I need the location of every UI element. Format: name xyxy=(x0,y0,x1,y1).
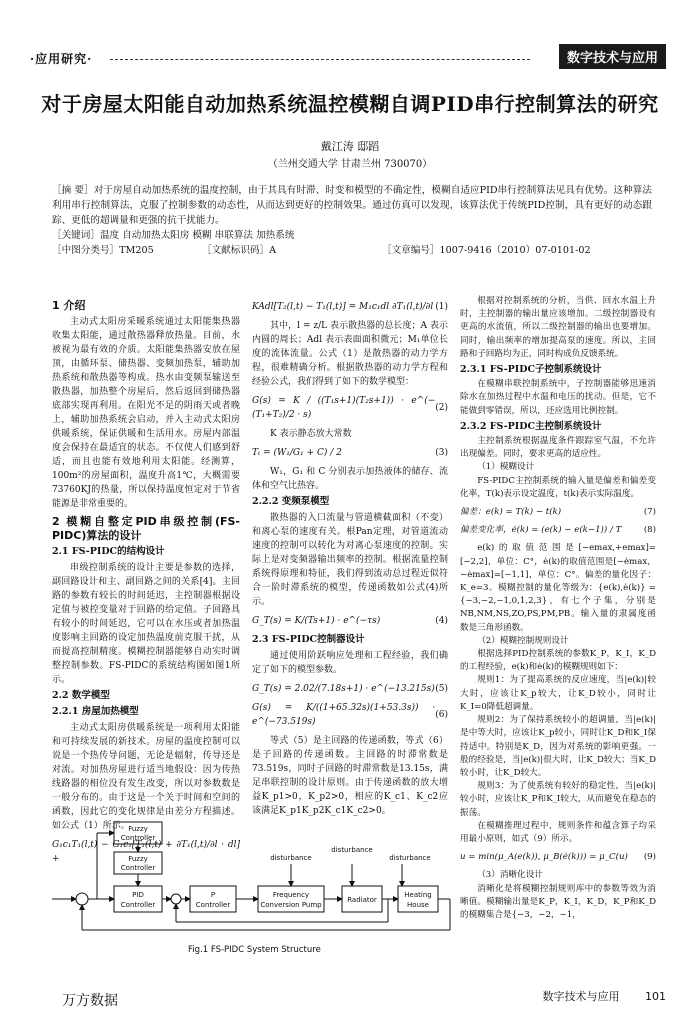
paragraph: FS-PIDC主控制系统的输入量是偏差和偏差变化率，T(k)表示设定温度，t(k)表示实际温度。 xyxy=(460,475,656,499)
fuzzy-label-1: Fuzzy xyxy=(128,825,148,833)
p-label: P xyxy=(210,891,216,899)
doc-code: ［文献标识码］A xyxy=(202,245,277,256)
paragraph: 根据选择PID控制系统的参数K_P，K_I，K_D的工程经验，e(k)和ė(k)的模糊规则如下： xyxy=(460,649,656,673)
paragraph: 通过使用阶跃响应处理和工程经验，我们确定了如下的模型参数。 xyxy=(252,651,448,675)
column-1 xyxy=(52,295,240,871)
equation-body: G_T(s) = 2.02/(7.18s+1) · e^(−13.215s) xyxy=(252,684,435,694)
subsection-heading: 2.2.2 变频泵模型 xyxy=(252,496,330,507)
controller-label-1: Controller xyxy=(120,834,156,842)
pid-label: PID xyxy=(132,891,144,899)
figure-caption: Fig.1 FS-PIDC System Structure xyxy=(188,945,321,955)
paragraph: 主动式太阳房供暖系统是一项利用太阳能和可持续发展的新技术。房屋的温度控制可以说是一个热传导问题，无论是辐射，传导还是对流。对加热房屋进行适当地假设：因为传热线路器的相位没有发生改变，所以对参数数是一般分布的。由于这是一个关于时间和空间的函数，因此它的变化规律是由差分方程描述。如公式（1）所示。 xyxy=(52,723,240,831)
fuzzy-label-2: Fuzzy xyxy=(128,855,148,863)
classification: ［中图分类号］TM205 xyxy=(52,245,154,256)
keywords: ［关键词］温度 自动加热太阳房 模糊 串联算法 加热系统 xyxy=(52,230,295,241)
equation xyxy=(252,614,448,628)
equation-body: G_T(s) = K/(Ts+1) · e^(−τs) xyxy=(252,616,381,626)
equation-number: (4) xyxy=(435,616,448,626)
column-3 xyxy=(460,295,656,922)
section-heading: 2 模糊自整定PID串级控制(FS-PIDC)算法的设计 xyxy=(52,515,240,542)
paragraph: K 表示静态放大常数 xyxy=(270,429,352,439)
section-heading: 1 介绍 xyxy=(52,299,86,312)
paragraph: 等式（5）是主回路的传递函数，等式（6）是子回路的传递函数。主回路的时滞常数是73.519s，同时子回路的时滞常数是13.15s，满足串联控制的设计原则。由于传递函数的放大增益K_p1>0，K_p2>0，相应的K_c1、K_c2应该满足K_p1K_p2K_c1K_c2>0。 xyxy=(252,736,448,816)
equation xyxy=(460,506,656,519)
equation xyxy=(252,394,448,422)
p-sub-label: Controller xyxy=(195,901,231,909)
paragraph: 其中，l = z/L 表示散热器的总长度；A 表示内圆的周长；Adl 表示表面面积微元；M₁单位长度的流体流量。公式（1）是散热器的动力学方程，很难精确分析。根据散热器的动力学方程和经验公式，我们得到了如下的数学模型： xyxy=(252,321,448,387)
heating-label: Heating xyxy=(404,891,432,899)
freq-label: Frequency xyxy=(272,891,310,899)
equation-number: (6) xyxy=(435,710,448,720)
paragraph: 消晰化是将模糊控制规则库中的参数等效为消晰值。模糊输出量是K_P，K_I，K_D，K_P和K_D的模糊集合是{−3，−2，−1， xyxy=(460,883,656,920)
disturbance-label-1: disturbance xyxy=(270,854,312,862)
paragraph: e(k)的取值范围是[−emax,+emax]=[−2,2]，单位：C°，ė(k)的取值范围是[−ėmax，−ėmax]=[−1,1]，单位：C°。偏差的量化因子：K_e=3。模糊控制的量化等级为：{e(k),ė(k)} = {−3,−2,−1,0,1,2,3}，有七个子集，分别是NB,NM,NS,ZO,PS,PM,PB。输入量的隶属度函数是三角形函数。 xyxy=(460,543,656,633)
paragraph: 串级控制系统的设计主要是参数的选择，副回路设计和主、副回路之间的关系[4]。主回路的参数有较长的时间延迟，主控制器根据设定值与被控变量对于回路的给定值。子回路具有较小的时间延迟，它可以在水压或者加热温度影响主回路的设定加热温度前克服干扰，从而提高控制精度。模糊控制器能够自动实时调整控制参数。FS-PIDC的系统结构图如图1所示。 xyxy=(52,563,240,685)
subsection-heading: 2.2.1 房屋加热模型 xyxy=(52,706,139,717)
watermark-footer: 万方数据 xyxy=(62,993,118,1009)
paragraph: 规则1：为了提高系统的反应速度，当|e(k)|较大时，应该让K_p较大，让K_D较小，同时让K_I=0降低超调量。 xyxy=(460,675,656,712)
paragraph: 规则3：为了使系统有较好的稳定性，当|e(k)|较小时，应该让K_P和K_I较大，从而避免在稳态的振荡。 xyxy=(460,781,656,818)
section-label: ·应用研究· xyxy=(30,52,93,66)
equation-body: Tₜ = (W₁/G₁ + C) / 2 xyxy=(252,448,342,458)
summing-junction-1 xyxy=(76,893,88,905)
equation-number: (2) xyxy=(435,403,448,413)
heating-sub-label: House xyxy=(407,901,429,909)
equation-number: (7) xyxy=(643,507,656,518)
disturbance-label-2: disturbance xyxy=(331,846,373,854)
page-number: 101 xyxy=(645,990,666,1003)
paragraph: 规则2：为了保持系统较小的超调量，当|e(k)|是中等大时，应该让K_p较小，同时让K_D和K_I保持适中。特别是K_D，因为对系统的影响更强。一般的经验是，当|e(k)|很大时，让K_D较大；当K_D较小时，让K_D较大。 xyxy=(460,715,656,778)
article-number: ［文章编号］1007-9416（2010）07-0101-02 xyxy=(382,245,591,256)
paragraph: W₁，G₁ 和 C 分别表示加热液体的储存、流体和空气比热容。 xyxy=(252,467,448,491)
journal-badge: 数字技术与应用 xyxy=(559,44,666,69)
equation-number: (3) xyxy=(435,448,448,458)
subsection-heading: 2.1 FS-PIDC的结构设计 xyxy=(52,546,165,557)
affiliation: （兰州交通大学 甘肃兰州 730070） xyxy=(267,159,433,170)
list-item: （2）模糊控制规则设计 xyxy=(477,635,569,646)
equation xyxy=(252,446,448,460)
column-2 xyxy=(252,295,448,818)
equation-number: (9) xyxy=(643,852,656,863)
equation-number: (8) xyxy=(643,525,656,536)
subsection-heading: 2.3 FS-PIDC控制器设计 xyxy=(252,634,365,645)
controller-label-2: Controller xyxy=(120,864,156,872)
equation xyxy=(460,851,656,864)
page-footer xyxy=(543,988,667,1004)
paragraph: 在模糊串联控制系统中，子控制器能够迅速消除水在加热过程中水温和电压的扰动。但是，它不能做到零错误，所以，还应选用比例控制。 xyxy=(460,379,656,416)
journal-name: 数字技术与应用 xyxy=(542,990,620,1003)
equation-body: G(s) = K/((1+65.32s)(1+53.3s)) · e^(−73.519s) xyxy=(252,703,436,727)
list-item: （3）消晰化设计 xyxy=(477,870,543,881)
subsection-heading: 2.3.1 FS-PIDC子控制系统设计 xyxy=(460,364,602,376)
pid-sub-label: Controller xyxy=(120,901,156,909)
header-divider xyxy=(110,59,530,60)
paragraph: 在模糊推理过程中，规则条件和蕴含算子均采用最小原则，如式（9）所示。 xyxy=(460,820,656,844)
equation xyxy=(460,524,656,537)
equation-body: 偏差变化率，ė(k) = (e(k) − e(k−1)) / T xyxy=(460,525,622,536)
equation-number: (5) xyxy=(435,684,448,694)
list-item: （1）模糊设计 xyxy=(477,462,535,473)
equation-body: G₁c₁T₁(l,t) − G₁c₁[T₁(l,t) + ∂T₁(l,t)/∂l · dl] + xyxy=(52,840,240,864)
equation xyxy=(252,682,448,696)
equation-body: G(s) = K / ((T₁s+1)(T₂s+1)) · e^(−(T₁+T₂)/2 · s) xyxy=(252,396,436,420)
paragraph: 根据对控制系统的分析，当供、回水水温上升时，主控制器的输出量应该增加。二级控制器设有更高的水流值，所以二级控制器的输出也要增加。同时，输出频率的增加提高泵的速度。所以，主回路和子回路均为正，同时构成负反馈系统。 xyxy=(460,296,656,359)
subsection-heading: 2.3.2 FS-PIDC主控制系统设计 xyxy=(460,420,602,432)
abstract-block xyxy=(52,183,652,258)
disturbance-label-3: disturbance xyxy=(389,854,431,862)
system-structure-diagram xyxy=(52,818,452,940)
equation-body: u = min(μ_A(e(k)), μ_B(ė(k))) = μ_C(u) xyxy=(460,852,628,863)
radiator-label: Radiator xyxy=(347,896,377,904)
paragraph: 主动式太阳房采暖系统通过太阳能集热器收集太阳能，通过散热器释放热量。目前，水被视为最有效的介质。太阳能集热器安放在屋顶，由循环泵、储热器、变频加热泵，辅助加热系统和散热器等构成。热水由变频泵输送至散热器，加热整个房屋后，然后返回到储热器底部实现再利用。在阳光不足的阴雨天或者晚上，辅助加热系统会启动，并入主动式太阳房供暖系统，保证供暖和生活用水。房屋内部温度会保持在最适宜的状态。不仅使人们感到舒适，而且也能有效地利用太阳能。经测算，100m²的房屋面积，温度升高1℃，大概需要73760KJ的热量，所以保持温度恒定对于节省能源是非常重要的。 xyxy=(52,317,240,509)
equation-number: (1) xyxy=(435,302,448,312)
meta-row xyxy=(52,243,652,258)
equation-body: KAdl[T₂(l,t) − T₁(l,t)] = M₁c₁dl ∂T₁(l,t)/∂l xyxy=(252,302,434,312)
paper-title: 对于房屋太阳能自动加热系统温控模糊自调PID串行控制算法的研究 xyxy=(41,92,659,116)
paragraph: 主控制系统根据温度条件跟踪室气温，不允许出现偏差。同时，要求更高的适应性。 xyxy=(460,436,656,460)
summing-junction-2 xyxy=(171,894,181,904)
authors: 戴江涛 邸蹈 xyxy=(320,140,380,153)
abstract-text: ［摘 要］对于房屋自动加热系统的温度控制，由于其具有时滞、时变和模型的不确定性，模糊自适应PID串行控制算法见具有优势。这种算法利用串行控制算法，克服了控制参数的动态性，从而达到更好的控制效果。通过仿真可以发现，该算法优于传统PID控制，具有更好的动态跟踪、更低的超调量和更强的抗干扰能力。 xyxy=(52,185,652,226)
paragraph: 散热器的入口流量与管道横截面积（不变）和离心泵的速度有关。根Pan定理，对管道流动速度的控制可以转化为对离心泵速度的控制。实际上是对变频器输出频率的控制。根据流量控制系统得原理和特征，我们得到流动总过程近似符合一阶时滞系统的模型，传递函数如公式(4)所示。 xyxy=(252,513,448,607)
freq-sub-label: Conversion Pump xyxy=(260,901,322,909)
subsection-heading: 2.2 数学模型 xyxy=(52,690,110,701)
equation-body: 偏差：e(k) = T(k) − t(k) xyxy=(460,507,562,518)
equation xyxy=(252,300,448,314)
equation xyxy=(252,701,448,729)
